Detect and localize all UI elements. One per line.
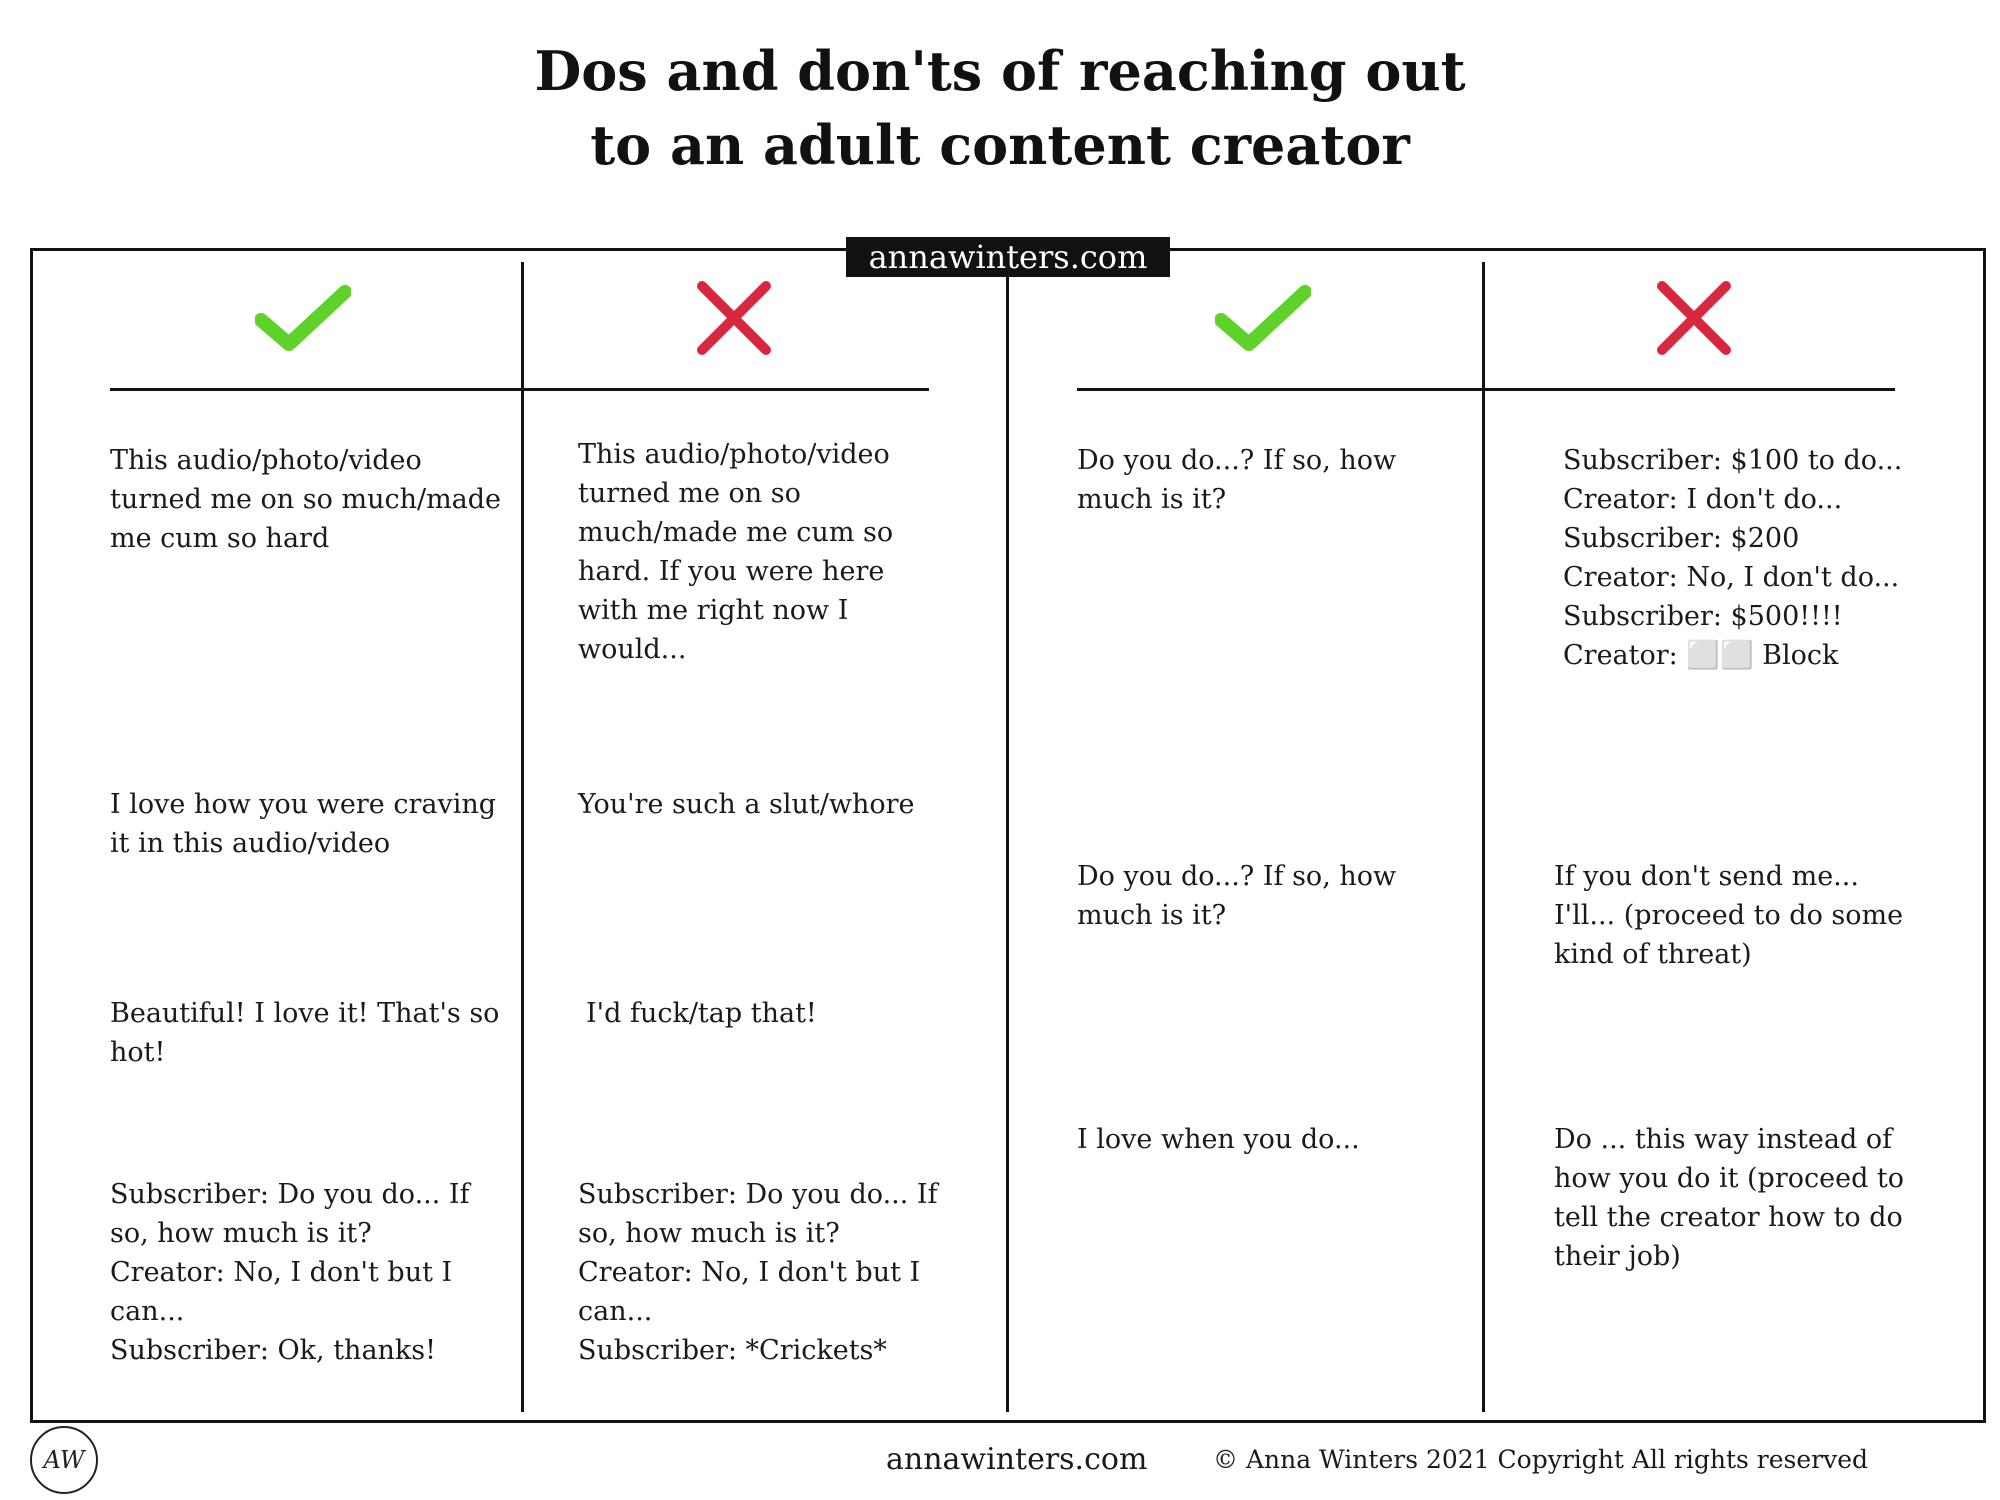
footer-site[interactable]: annawinters.com — [886, 1442, 1148, 1477]
dont-item: You're such a slut/whore — [578, 789, 915, 820]
do-item: I love when you do... — [1077, 1124, 1360, 1155]
site-tab: annawinters.com — [846, 237, 1170, 277]
title — [0, 34, 2000, 182]
cross-icon — [1654, 278, 1734, 358]
footer-copyright: © Anna Winters 2021 Copyright All rights reserved — [1213, 1445, 1869, 1474]
do-item: I love how you were craving it in this audio/video — [110, 789, 497, 859]
dont-item: I'd fuck/tap that! — [586, 998, 817, 1029]
checkmark-icon — [1215, 282, 1311, 352]
dont-item: Subscriber: $100 to do... Creator: I don't do... Subscriber: $200 Creator: No, I don't do... Subscriber: $500!!!! Creator: ⬜⬜ Block — [1563, 445, 1903, 671]
center-divider — [1006, 272, 1009, 1412]
logo: AW — [30, 1426, 98, 1494]
do-item: This audio/photo/video turned me on so much/made me cum so hard — [110, 445, 502, 554]
do-item: Do you do...? If so, how much is it? — [1077, 445, 1397, 515]
header-underline — [110, 388, 929, 391]
title-line-1: Dos and don'ts of reaching out — [534, 39, 1466, 103]
checkmark-icon — [255, 282, 351, 352]
dont-item: Do ... this way instead of how you do it (proceed to tell the creator how to do their job) — [1554, 1124, 1905, 1272]
dont-item: Subscriber: Do you do... If so, how much is it? Creator: No, I don't but I can... Subscriber: *Crickets* — [578, 1179, 938, 1366]
title-line-2: to an adult content creator — [590, 113, 1410, 177]
do-item: Do you do...? If so, how much is it? — [1077, 861, 1397, 931]
dont-item: If you don't send me... I'll... (proceed to do some kind of threat) — [1554, 861, 1904, 970]
column-divider — [1482, 262, 1485, 1412]
column-divider — [521, 262, 524, 1412]
cross-icon — [694, 278, 774, 358]
do-item: Beautiful! I love it! That's so hot! — [110, 998, 500, 1068]
do-item: Subscriber: Do you do... If so, how much is it? Creator: No, I don't but I can... Subscriber: Ok, thanks! — [110, 1179, 470, 1366]
header-underline — [1077, 388, 1895, 391]
dont-item: This audio/photo/video turned me on so much/made me cum so hard. If you were here with me right now I would... — [578, 439, 894, 665]
